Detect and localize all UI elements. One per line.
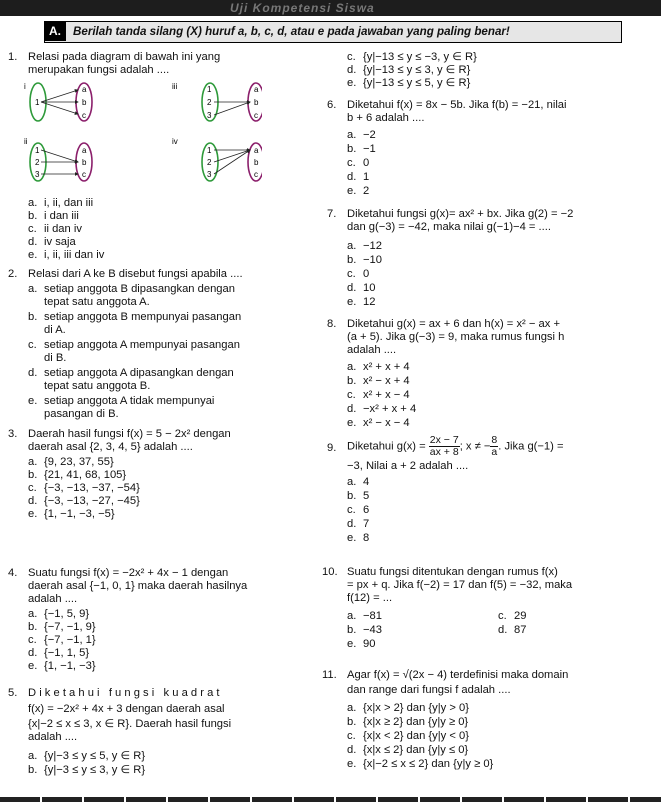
diagram-i-arrow [41,102,78,114]
q7-line1: Diketahui fungsi g(x)= ax² + bx. Jika g(2) = −2 [347,208,574,220]
q8-line2: (a + 5). Jika g(−3) = 9, maka rumus fungsi h [347,331,565,343]
q5-line1: D i k e t a h u i f u n g s i k u a d r a t [28,687,220,699]
q5-line3: {x|−2 ≤ x ≤ 3, x ∈ R}. Daerah hasil fungsi [28,718,232,730]
q9-line2: −3, Nilai a + 2 adalah .... [347,460,469,472]
q3-line1: Daerah hasil fungsi f(x) = 5 − 2x² dengan [28,428,231,440]
q6-line2: b + 6 adalah .... [347,112,425,124]
diagram-iii-domain-3: 3 [207,111,212,120]
q7-line2: dan g(−3) = −42, maka nilai g(−1)−4 = .... [347,221,551,233]
diagram-iii-codomain-b: b [254,98,259,107]
q6-option-e[interactable]: e. 2 [347,185,370,197]
q5-option-a[interactable]: a. {y|−3 ≤ y ≤ 5, y ∈ R} [28,750,146,762]
q6-number: 6. [327,99,337,111]
diagram-iii-domain-2: 2 [207,98,212,107]
q11-line2: dan range dari fungsi f adalah .... [347,684,511,696]
q9-fraction: $\frac{2x - 7}{ax + 8}$ [429,434,459,458]
q8-line3: adalah .... [347,344,397,356]
diagram-iv-codomain-c: c [254,170,258,179]
q7-option-b[interactable]: b. −10 [347,254,382,266]
diagram-ii-codomain-c: c [82,170,86,179]
q1-option-e[interactable]: e. i, ii, iii dan iv [28,249,105,261]
q1-option-b[interactable]: b. i dan iii [28,210,79,222]
q4-line2: daerah asal {−1, 0, 1} maka daerah hasilnya [28,580,248,592]
q10-option-a[interactable]: a. −81 [347,610,382,622]
q10-option-c[interactable]: c. 29 [498,610,527,622]
diagram-i-codomain-c: c [82,111,86,120]
section-header [44,21,622,43]
q5-option-c[interactable]: c. {y|−13 ≤ y ≤ −3, y ∈ R} [347,51,477,63]
q10-option-b[interactable]: b. −43 [347,624,382,636]
diagram-i-codomain-b: b [82,98,87,107]
diagram-iv-codomain-a: a [254,146,259,155]
q3-option-e[interactable]: e. {1, −1, −3, −5} [28,508,115,520]
q8-number: 8. [327,318,337,330]
q10-option-e[interactable]: e. 90 [347,638,376,650]
q8-option-a[interactable]: a. x² + x + 4 [347,361,410,373]
q2-option-b[interactable]: b. setiap anggota B mempunyai pasangan di A. [28,311,242,336]
diagram-i-arrow [41,90,78,102]
q8-option-c[interactable]: c. x² + x − 4 [347,389,410,401]
diagram-iii-domain-1: 1 [207,85,212,94]
q4-formula: f(x) = −2x² + 4x − 1 [93,567,188,579]
bottom-border [0,797,661,802]
diagram-ii-domain-1: 1 [35,146,40,155]
q6-option-d[interactable]: d. 1 [347,171,370,183]
q11-formula: f(x) = √(2x − 4) [373,669,448,681]
q9-option-d[interactable]: d. 7 [347,518,370,530]
q3-option-b[interactable]: b. {21, 41, 68, 105} [28,469,127,481]
q6-option-a[interactable]: a. −2 [347,129,376,141]
q6-line1: Diketahui f(x) = 8x − 5b. Jika f(b) = −21, nilai [347,99,567,111]
q1-line2: merupakan fungsi adalah .... [28,64,170,76]
diagram-iii-codomain-c: c [254,111,258,120]
diagram-ii-domain-3: 3 [35,170,40,179]
q2-number: 2. [8,268,18,280]
q10-line3: f(12) = ... [347,592,393,604]
diagram-i-label: i [24,82,26,91]
q9-line1: Diketahui g(x) = $\frac{2x - 7}{ax + 8}$ ; x ≠ − $\frac{8}{a}$ . Jika g(−1) = [347,434,564,458]
diagram-iv-domain-1: 1 [207,146,212,155]
q9-option-a[interactable]: a. 4 [347,476,370,488]
q2-option-d[interactable]: d. setiap anggota A dipasangkan dengan tepat satu anggota B. [28,367,234,392]
q1-number: 1. [8,51,18,63]
q4-line3: adalah .... [28,593,78,605]
q10-number: 10. [322,566,338,578]
q2-option-e[interactable]: e. setiap anggota A tidak mempunyai pasangan di B. [28,395,215,420]
q11-option-e[interactable]: e. {x|−2 ≤ x ≤ 2} dan {y|y ≥ 0} [347,758,494,770]
q7-option-e[interactable]: e. 12 [347,296,376,308]
q5-formula: f(x) = −2x² + 4x + 3 [28,703,123,715]
q3-option-a[interactable]: a. {9, 23, 37, 55} [28,456,114,468]
diagram-iv-domain-3: 3 [207,170,212,179]
q5-line4: adalah .... [28,731,78,743]
diagram-iii-arrow [214,102,250,115]
section-badge: A. [44,21,66,41]
q2-option-a[interactable]: a. setiap anggota B dipasangkan dengan tepat satu anggota A. [28,283,235,308]
q3-line2: daerah asal {2, 3, 4, 5} adalah .... [28,441,193,453]
q4-line1: Suatu fungsi f(x) = −2x² + 4x − 1 dengan [28,567,229,579]
diagram-i-domain-1: 1 [35,98,40,107]
q7-option-a[interactable]: a. −12 [347,240,382,252]
diagram-iv-arrow [214,150,250,174]
diagram-iv-arrow [214,150,250,162]
q9-option-b[interactable]: b. 5 [347,490,370,502]
q1-option-d[interactable]: d. iv saja [28,236,76,248]
q7-option-d[interactable]: d. 10 [347,282,376,294]
q9-option-c[interactable]: c. 6 [347,504,370,516]
diagram-iv-domain-2: 2 [207,158,212,167]
q5-number: 5. [8,687,18,699]
q3-number: 3. [8,428,18,440]
q6-option-b[interactable]: b. −1 [347,143,376,155]
q7-number: 7. [327,208,337,220]
q10-option-d[interactable]: d. 87 [498,624,527,636]
q3-option-c[interactable]: c. {−3, −13, −37, −54} [28,482,140,494]
q8-option-e[interactable]: e. x² − x − 4 [347,417,410,429]
diagram-i-codomain-a: a [82,85,87,94]
q1-option-c[interactable]: c. ii dan iv [28,223,82,235]
q2-line1: Relasi dari A ke B disebut fungsi apabila .... [28,268,243,280]
q11-number: 11. [322,669,337,681]
q4-option-e[interactable]: e. {1, −1, −3} [28,660,96,672]
q3-formula: f(x) = 5 − 2x² [126,428,191,440]
q9-condition-fraction: $\frac{8}{a}$ [491,434,498,458]
q10-line2: = px + q. Jika f(−2) = 17 dan f(5) = −32, maka [347,579,573,591]
diagram-ii-label: ii [24,137,28,146]
q9-option-e[interactable]: e. 8 [347,532,370,544]
q4-option-a[interactable]: a. {−1, 5, 9} [28,608,90,620]
q1-line1: Relasi pada diagram di bawah ini yang [28,51,221,63]
q1-option-a[interactable]: a. i, ii, dan iii [28,197,94,209]
q4-number: 4. [8,567,18,579]
diagram-ii-domain-2: 2 [35,158,40,167]
diagram-iii-codomain-a: a [254,85,259,94]
q1-relation-diagrams [22,80,262,190]
q11-option-c[interactable]: c. {x|x < 2} dan {y|y < 0} [347,730,469,742]
q8-line1: Diketahui g(x) = ax + 6 dan h(x) = x² − ax + [347,318,560,330]
q7-option-c[interactable]: c. 0 [347,268,370,280]
diagram-iv-label: iv [172,137,178,146]
q10-line1: Suatu fungsi ditentukan dengan rumus f(x) [347,566,558,578]
banner-title: Uji Kompetensi Siswa [230,1,375,15]
q4-option-b[interactable]: b. {−7, −1, 9} [28,621,96,633]
q6-option-c[interactable]: c. 0 [347,157,370,169]
q5-option-e[interactable]: e. {y|−13 ≤ y ≤ 5, y ∈ R} [347,77,471,89]
q3-option-d[interactable]: d. {−3, −13, −27, −45} [28,495,140,507]
diagram-ii-codomain-a: a [82,146,87,155]
q4-option-d[interactable]: d. {−1, 1, 5} [28,647,90,659]
q4-option-c[interactable]: c. {−7, −1, 1} [28,634,96,646]
q2-option-c[interactable]: c. setiap anggota A mempunyai pasangan di B. [28,339,240,364]
top-banner [0,0,661,16]
diagram-iii-label: iii [172,82,178,91]
section-instruction: Berilah tanda silang (X) huruf a, b, c, d, atau e pada jawaban yang paling benar! [73,25,510,38]
q5-option-b[interactable]: b. {y|−3 ≤ y ≤ 3, y ∈ R} [28,764,146,776]
diagram-ii-codomain-b: b [82,158,87,167]
q11-option-b[interactable]: b. {x|x ≥ 2} dan {y|y ≥ 0} [347,716,469,728]
q9-number: 9. [327,442,337,454]
q11-line1: Agar f(x) = √(2x − 4) terdefinisi maka domain [347,669,569,681]
q11-option-a[interactable]: a. {x|x > 2} dan {y|y > 0} [347,702,469,714]
diagram-iv-codomain-b: b [254,158,259,167]
q8-option-b[interactable]: b. x² − x + 4 [347,375,410,387]
q11-option-d[interactable]: d. {x|x ≤ 2} dan {y|y ≤ 0} [347,744,469,756]
q5-option-d[interactable]: d. {y|−13 ≤ y ≤ 3, y ∈ R} [347,64,471,76]
q8-option-d[interactable]: d. −x² + x + 4 [347,403,417,415]
q5-line2: f(x) = −2x² + 4x + 3 dengan daerah asal [28,703,225,715]
